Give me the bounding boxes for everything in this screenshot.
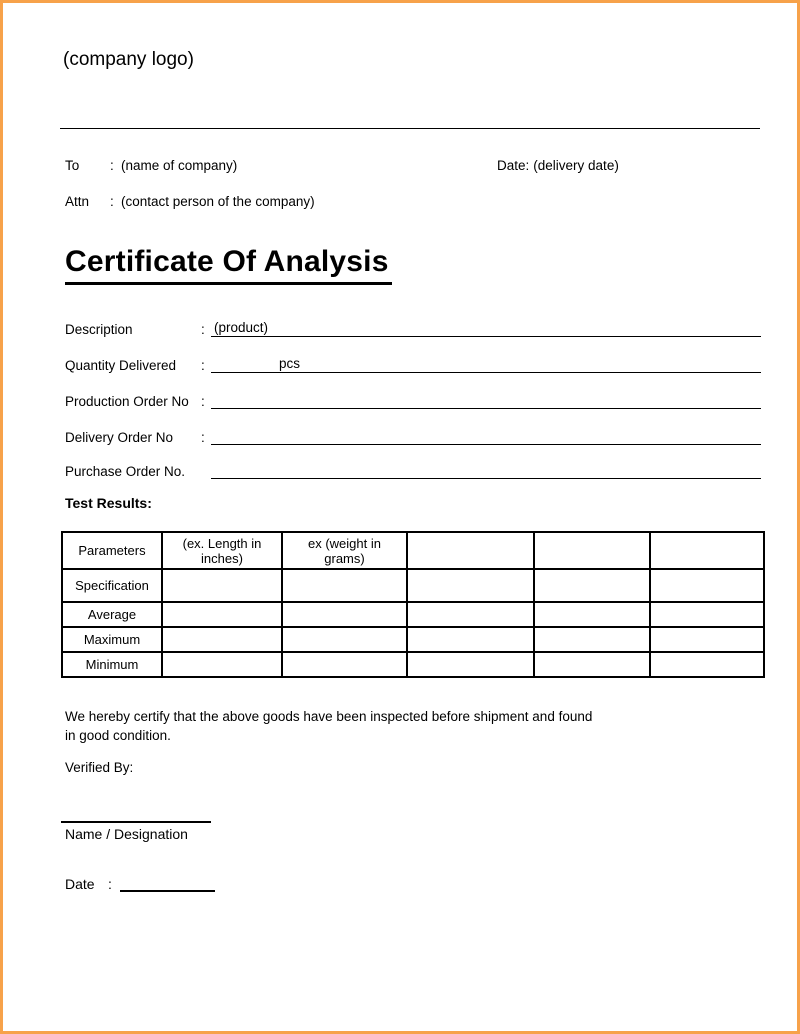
table-header-empty: [534, 532, 650, 569]
field-description: [65, 319, 761, 337]
attn-row: [65, 194, 765, 209]
field-description-blank-line: [211, 320, 761, 337]
field-quantity-label: Quantity Delivered: [65, 358, 177, 373]
table-header-empty: [407, 532, 534, 569]
field-purchase-order-blank-line: [211, 462, 761, 479]
table-cell: [650, 569, 764, 602]
table-header-empty: [650, 532, 764, 569]
table-row-maximum: [62, 627, 764, 652]
signature-block: [61, 821, 221, 842]
row-label-maximum: Maximum: [62, 627, 162, 652]
field-production-order-label: Production Order No: [65, 394, 189, 409]
table-cell: [282, 569, 407, 602]
row-label-specification: Specification: [62, 569, 162, 602]
table-cell: [162, 569, 282, 602]
date-signature-row: [65, 875, 215, 892]
table-cell: [407, 627, 534, 652]
table-row-minimum: [62, 652, 764, 677]
field-production-order-value: [211, 392, 214, 407]
field-production-order-colon: :: [201, 394, 205, 409]
verified-by-label: Verified By:: [65, 760, 134, 775]
test-results-table: [61, 531, 765, 678]
attn-value: (contact person of the company): [121, 194, 315, 209]
table-header-example-length: (ex. Length in inches): [162, 532, 282, 569]
date-blank-line: [120, 878, 215, 892]
field-description-colon: :: [201, 322, 205, 337]
table-cell: [650, 627, 764, 652]
field-purchase-order-no: [65, 461, 761, 479]
row-label-average: Average: [62, 602, 162, 627]
table-cell: [534, 652, 650, 677]
table-cell: [282, 602, 407, 627]
date-value: (delivery date): [533, 158, 619, 173]
table-cell: [162, 602, 282, 627]
signature-line: [61, 821, 211, 823]
field-quantity-blank-line: [211, 356, 761, 373]
table-row-average: [62, 602, 764, 627]
field-delivery-order-blank-line: [211, 428, 761, 445]
table-cell: [650, 652, 764, 677]
field-quantity-delivered: [65, 355, 761, 373]
table-cell: [650, 602, 764, 627]
field-production-order-blank-line: [211, 392, 761, 409]
field-delivery-order-no: [65, 427, 761, 445]
header-divider: [60, 128, 760, 129]
delivery-date-line: [497, 158, 619, 173]
date-colon: :: [108, 876, 112, 892]
page-title: Certificate Of Analysis: [65, 245, 392, 285]
field-production-order-no: [65, 391, 761, 409]
table-cell: [282, 652, 407, 677]
table-cell: [407, 602, 534, 627]
date-label: Date: [65, 876, 95, 892]
to-row: [65, 158, 765, 173]
signature-caption: Name / Designation: [65, 826, 188, 842]
field-quantity-unit: pcs: [279, 356, 301, 371]
field-quantity-colon: :: [201, 358, 205, 373]
certification-line-2: in good condition.: [65, 728, 171, 743]
table-header-row: [62, 532, 764, 569]
to-label: To: [65, 158, 80, 173]
table-cell: [534, 602, 650, 627]
field-delivery-order-value: [211, 428, 214, 443]
table-cell: [407, 652, 534, 677]
table-header-example-weight: ex (weight in grams): [282, 532, 407, 569]
field-description-value: (product): [214, 320, 269, 335]
to-value: (name of company): [121, 158, 238, 173]
table-row-specification: [62, 569, 764, 602]
field-description-label: Description: [65, 322, 133, 337]
field-purchase-order-label: Purchase Order No.: [65, 464, 186, 479]
field-delivery-order-colon: :: [201, 430, 205, 445]
attn-label: Attn: [65, 194, 90, 209]
date-label: Date:: [497, 158, 530, 173]
table-cell: [407, 569, 534, 602]
table-cell: [162, 652, 282, 677]
certification-line-1: We hereby certify that the above goods have been inspected before shipment and found: [65, 709, 593, 724]
table-header-parameters: Parameters: [62, 532, 162, 569]
field-purchase-order-value: [211, 462, 214, 477]
certification-statement: [65, 707, 592, 745]
table-cell: [162, 627, 282, 652]
table-cell: [282, 627, 407, 652]
row-label-minimum: Minimum: [62, 652, 162, 677]
company-logo-placeholder: (company logo): [63, 49, 194, 70]
table-cell: [534, 569, 650, 602]
to-colon: :: [110, 158, 114, 173]
field-delivery-order-label: Delivery Order No: [65, 430, 174, 445]
test-results-heading: Test Results:: [65, 495, 152, 511]
table-cell: [534, 627, 650, 652]
attn-colon: :: [110, 194, 114, 209]
